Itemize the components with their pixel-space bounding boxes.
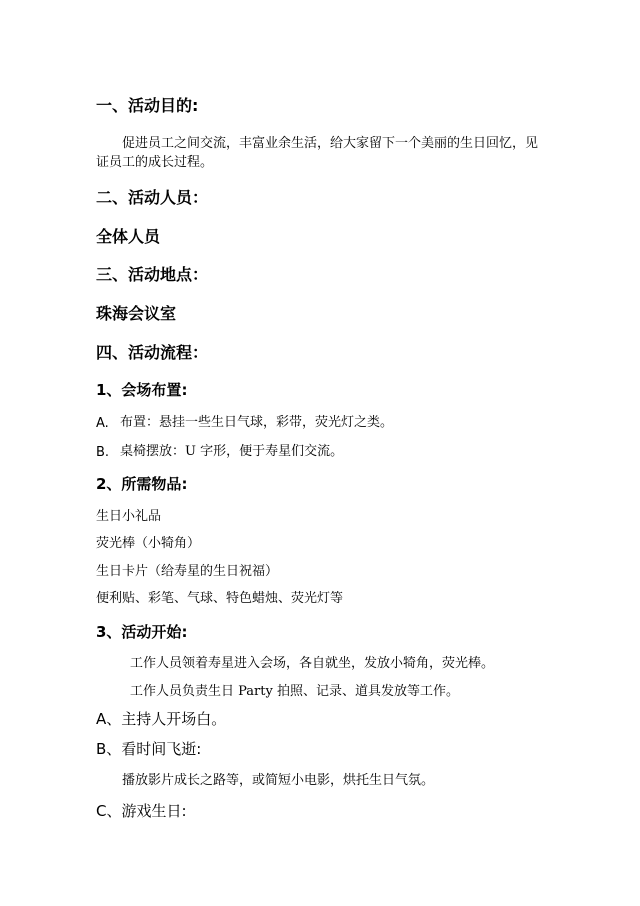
step-heading-supplies: 2、所需物品:	[96, 475, 188, 493]
supply-item: 荧光棒（小犄角）	[96, 536, 201, 551]
list-item-text: 桌椅摆放：U 字形，便于寿星们交流。	[120, 444, 344, 459]
purpose-text-line-1: 促进员工之间交流，丰富业余生活，给大家留下一个美丽的生日回忆，见	[122, 136, 539, 151]
purpose-text-line-2: 证员工的成长过程。	[96, 155, 214, 170]
section-heading-participants: 二、活动人员：	[96, 188, 209, 207]
step-heading-venue: 1、会场布置:	[96, 381, 188, 399]
agenda-item-c: C、游戏生日:	[96, 802, 187, 820]
location-text: 珠海会议室	[96, 304, 177, 323]
agenda-item-b-text: 播放影片成长之路等，或简短小电影，烘托生日气氛。	[122, 773, 435, 788]
supply-item: 便利贴、彩笔、气球、特色蜡烛、荧光灯等	[96, 591, 344, 606]
section-heading-process: 四、活动流程：	[96, 343, 209, 362]
participants-text: 全体人员	[96, 227, 161, 246]
section-heading-purpose: 一、活动目的:	[96, 96, 199, 115]
list-item-text: 布置：悬挂一些生日气球，彩带，荧光灯之类。	[120, 415, 394, 430]
agenda-item-b: B、看时间飞逝:	[96, 740, 202, 758]
list-marker: A.	[96, 416, 109, 431]
supply-item: 生日小礼品	[96, 509, 162, 524]
start-paragraph-2: 工作人员负责生日 Party 拍照、记录、道具发放等工作。	[130, 684, 459, 699]
supply-item: 生日卡片（给寿星的生日祝福）	[96, 564, 279, 579]
agenda-item-a: A、主持人开场白。	[96, 710, 227, 728]
start-paragraph-1: 工作人员领着寿星进入会场，各自就坐，发放小犄角，荧光棒。	[130, 656, 495, 671]
section-heading-location: 三、活动地点：	[96, 265, 209, 284]
step-heading-start: 3、活动开始:	[96, 623, 188, 641]
list-marker: B.	[96, 445, 110, 460]
